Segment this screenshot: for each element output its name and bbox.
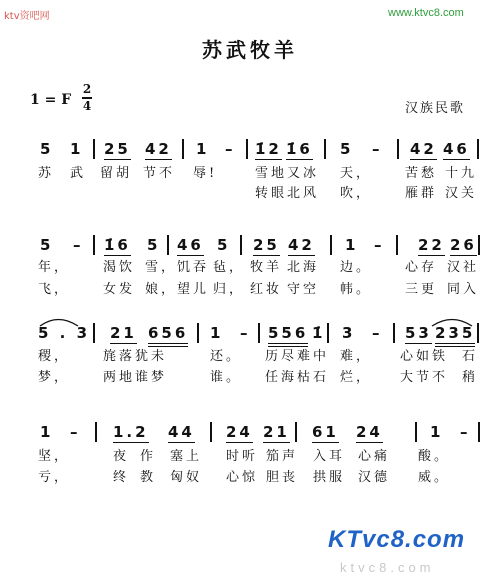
lyric-word: 三更	[405, 282, 438, 297]
note-token: –	[240, 324, 251, 342]
lyric-word: 又冰	[287, 166, 320, 181]
lyric-word: 北海	[287, 260, 320, 275]
lyric-word: 教	[140, 470, 157, 485]
note-token: 5 . 3	[38, 324, 91, 342]
lyric-word: 汉关	[445, 186, 478, 201]
time-signature	[82, 83, 92, 113]
note-token: 25	[104, 140, 131, 158]
lyric-word: 心存	[405, 260, 438, 275]
note-token: 5	[40, 236, 54, 254]
note-token: 3	[342, 324, 356, 342]
lyric-word: 飞，	[38, 282, 71, 297]
lyric-word: 梦，	[38, 370, 71, 385]
note-token: 5	[340, 140, 354, 158]
lyric-word: 同入	[447, 282, 480, 297]
lyric-word: 北风	[287, 186, 320, 201]
note-token: 24	[356, 423, 383, 441]
lyric-word: 酸。	[418, 449, 451, 464]
note-token: 53	[405, 324, 432, 342]
note-token: 46	[443, 140, 470, 158]
lyric-word: 转眼	[255, 186, 288, 201]
note-token: –	[460, 423, 471, 441]
lyric-word: 旄落犹未	[103, 349, 168, 364]
note-token: 46	[177, 236, 204, 254]
lyric-word: 武	[70, 166, 87, 181]
note-token: 1	[40, 423, 54, 441]
barline	[327, 323, 329, 343]
lyric-word: 望儿	[177, 282, 210, 297]
lyric-word: 亏，	[38, 470, 71, 485]
lyric-word: 匈奴	[170, 470, 203, 485]
time-signature-top: 2	[82, 82, 92, 96]
lyric-word: 年，	[38, 260, 71, 275]
time-signature-bottom: 4	[82, 98, 92, 113]
note-token: 25	[253, 236, 280, 254]
lyric-word: 苏	[38, 166, 55, 181]
note-token: 556	[268, 324, 308, 347]
lyric-word: 任海枯石	[265, 370, 330, 385]
note-token: 22	[418, 236, 445, 254]
note-token: 1	[430, 423, 444, 441]
note-token: 42	[410, 140, 437, 158]
lyric-word: 塞上	[170, 449, 203, 464]
lyric-word: 拱服	[313, 470, 346, 485]
key-signature: 1 = F	[30, 92, 72, 108]
note-token: 42	[288, 236, 315, 254]
note-token: 1	[70, 140, 84, 158]
note-token: 1	[210, 324, 224, 342]
lyric-word: 烂，	[340, 370, 373, 385]
note-token: 21	[110, 324, 137, 342]
note-token: –	[225, 140, 236, 158]
lyric-word: 雪，	[145, 260, 178, 275]
lyric-word: 汉社	[447, 260, 480, 275]
site-watermark-left: ktv资吧网	[4, 11, 50, 22]
note-token: 5	[217, 236, 231, 254]
barline	[93, 323, 95, 343]
lyric-word: 两地谁梦	[103, 370, 168, 385]
note-token: 1̇6	[286, 140, 313, 158]
lyric-word: 入耳	[313, 449, 346, 464]
barline	[197, 323, 199, 343]
lyric-word: 娘，	[145, 282, 178, 297]
lyric-word: 雁群	[405, 186, 438, 201]
lyric-word: 作	[140, 449, 157, 464]
lyric-word: 守空	[287, 282, 320, 297]
note-token: –	[372, 324, 383, 342]
lyric-word: 牧羊	[250, 260, 283, 275]
lyric-word: 心惊	[226, 470, 259, 485]
lyric-word: 女发	[103, 282, 136, 297]
lyric-word: 胆丧	[266, 470, 299, 485]
note-token: 5	[40, 140, 54, 158]
note-token: 61	[312, 423, 339, 441]
note-token: 1̇2	[255, 140, 282, 158]
barline	[240, 235, 242, 255]
note-token: –	[73, 236, 84, 254]
lyric-word: 吹，	[340, 186, 373, 201]
barline	[324, 139, 326, 159]
lyric-word: 心痛	[358, 449, 391, 464]
note-token: 26	[450, 236, 477, 254]
song-title: 苏武牧羊	[202, 38, 298, 62]
note-token: 24	[226, 423, 253, 441]
lyric-word: 汉德	[358, 470, 391, 485]
note-token: 42	[145, 140, 172, 158]
barline	[258, 323, 260, 343]
lyric-word: 稍	[462, 370, 479, 385]
note-token: 44	[168, 423, 195, 441]
barline	[397, 139, 399, 159]
lyric-word: 难，	[340, 349, 373, 364]
lyric-word: 十九	[445, 166, 478, 181]
barline	[415, 422, 417, 442]
site-logo: KTvc8.com	[328, 526, 466, 553]
site-watermark-url: www.ktvc8.com	[388, 7, 464, 19]
lyric-word: 终	[113, 470, 130, 485]
lyric-word: 大节不	[400, 370, 449, 385]
lyric-word: 边。	[340, 260, 373, 275]
note-token: 21	[263, 423, 290, 441]
lyric-word: 时听	[226, 449, 259, 464]
note-token: 1.2	[113, 423, 149, 441]
lyric-word: 笳声	[266, 449, 299, 464]
lyric-word: 天，	[340, 166, 373, 181]
lyric-word: 帏。	[340, 282, 373, 297]
note-token: 1̇	[312, 324, 326, 342]
barline	[182, 139, 184, 159]
note-token: 1̇6	[104, 236, 131, 254]
barline	[478, 422, 480, 442]
barline	[210, 422, 212, 442]
barline	[95, 422, 97, 442]
note-token: –	[374, 236, 385, 254]
note-token: 1	[196, 140, 210, 158]
song-origin: 汉族民歌	[405, 101, 466, 116]
barline	[478, 235, 480, 255]
barline	[167, 235, 169, 255]
lyric-word: 夜	[113, 449, 130, 464]
note-token: –	[372, 140, 383, 158]
lyric-word: 历尽难中	[265, 349, 330, 364]
barline	[93, 139, 95, 159]
lyric-word: 石	[462, 349, 479, 364]
barline	[93, 235, 95, 255]
lyric-word: 红妆	[250, 282, 283, 297]
barline	[330, 235, 332, 255]
lyric-word: 谁。	[210, 370, 243, 385]
lyric-word: 留胡	[100, 166, 133, 181]
barline	[295, 422, 297, 442]
lyric-word: 辱!	[193, 166, 218, 181]
lyric-word: 雪地	[255, 166, 288, 181]
barline	[477, 139, 479, 159]
lyric-word: 渴饮	[103, 260, 136, 275]
note-token: 5	[147, 236, 161, 254]
lyric-word: 节不	[143, 166, 176, 181]
lyric-word: 苦愁	[405, 166, 438, 181]
lyric-word: 毡，	[213, 260, 246, 275]
note-token: 235	[435, 324, 475, 347]
lyric-word: 威。	[418, 470, 451, 485]
lyric-word: 还。	[210, 349, 243, 364]
lyric-word: 饥吞	[177, 260, 210, 275]
note-token: 656	[148, 324, 188, 347]
barline	[393, 323, 395, 343]
barline	[396, 235, 398, 255]
lyric-word: 归，	[213, 282, 246, 297]
note-token: –	[70, 423, 81, 441]
lyric-word: 心如铁	[400, 349, 449, 364]
lyric-word: 坚，	[38, 449, 71, 464]
barline	[246, 139, 248, 159]
note-token: 1	[345, 236, 359, 254]
site-logo-subtext: ktvc8.com	[340, 560, 435, 575]
barline	[477, 323, 479, 343]
lyric-word: 稷，	[38, 349, 71, 364]
